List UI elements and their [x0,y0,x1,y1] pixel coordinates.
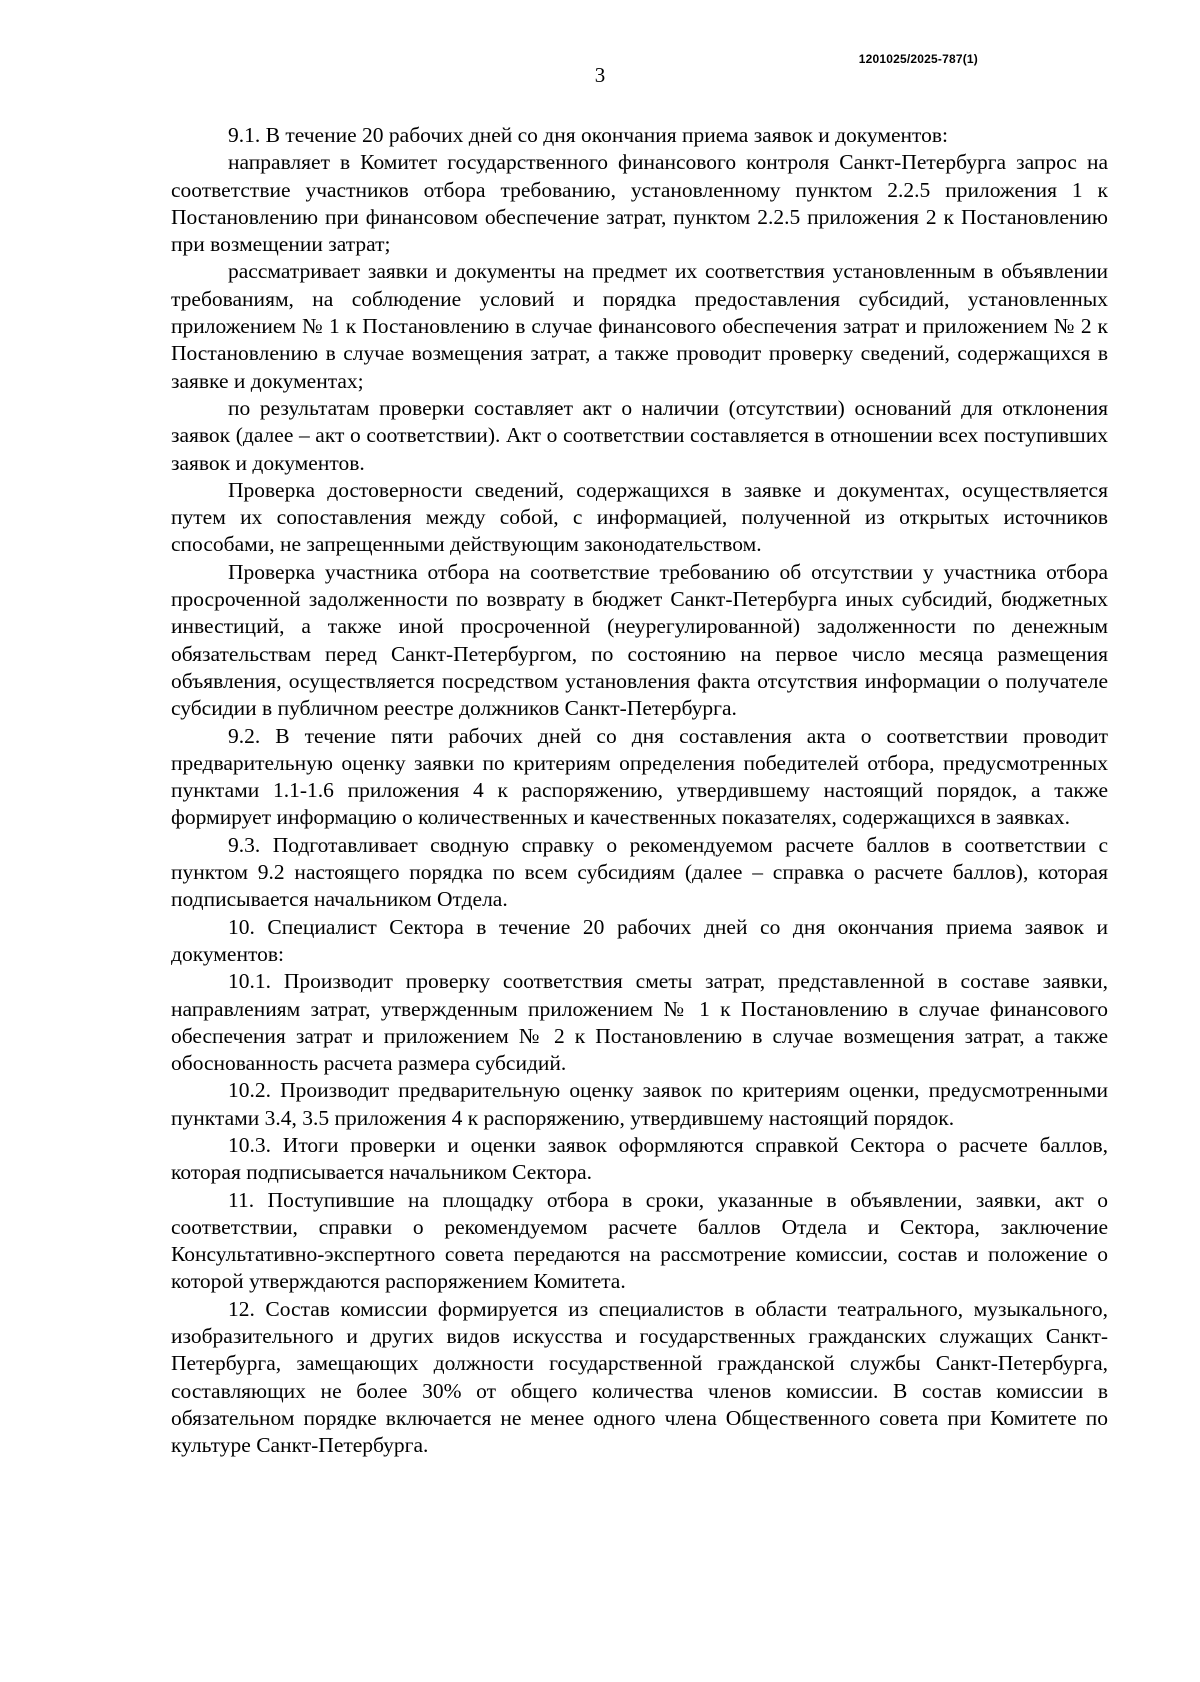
paragraph-request: направляет в Комитет государственного финансового контроля Санкт-Петербурга запрос на соответствие участников отбора требованию, установленному пунктом 2.2.5 приложения 1 к Постановлению при финансовом обеспечение затрат, пунктом 2.2.5 приложения 2 к Постановлению при возмещении затрат; [171,150,1108,257]
paragraph-10-1: 10.1. Производит проверку соответствия сметы затрат, представленной в составе заявки, направлениям затрат, утвержденным приложением № 1 к Постановлению в случае финансового обеспечения затрат и приложением № 2 к Постановлению в случае возмещения затрат, а также обоснованность расчета размера субсидий. [171,969,1108,1076]
paragraph-9-2: 9.2. В течение пяти рабочих дней со дня составления акта о соответствии проводит предварительную оценку заявки по критериям определения победителей отбора, предусмотренных пунктами 1.1-1.6 приложения 4 к распоряжению, утвердившему настоящий порядок, а также формирует информацию о количественных и качественных показателях, содержащихся в заявках. [171,723,1108,830]
paragraph-9-1: 9.1. В течение 20 рабочих дней со дня окончания приема заявок и документов: [228,123,949,147]
paragraph-debt-check: Проверка участника отбора на соответствие требованию об отсутствии у участника отбора просроченной задолженности по возврату в бюджет Санкт-Петербурга иных субсидий, бюджетных инвестиций, а также иной просроченной (неурегулированной) задолженности по денежным обязательствам перед Санкт-Петербургом, по состоянию на первое число месяца размещения объявления, осуществляется посредством установления факта отсутствия информации о получателе субсидии в публичном реестре должников Санкт-Петербурга. [171,559,1108,721]
paragraph-9-3: 9.3. Подготавливает сводную справку о рекомендуемом расчете баллов в соответствии с пунктом 9.2 настоящего порядка по всем субсидиям (далее – справка о расчете баллов), которая подписывается начальником Отдела. [171,832,1108,912]
document-id: 1201025/2025-787(1) [858,52,978,66]
paragraph-11: 11. Поступившие на площадку отбора в сроки, указанные в объявлении, заявки, акт о соответствии, справки о рекомендуемом расчете баллов Отдела и Сектора, заключение Консультативно-экспертного совета передаются на рассмотрение комиссии, состав и положение о которой утверждаются распоряжением Комитета. [171,1187,1108,1294]
paragraph-verification: Проверка достоверности сведений, содержащихся в заявке и документах, осуществляется путем их сопоставления между собой, с информацией, полученной из открытых источников способами, не запрещенными действующим законодательством. [171,477,1108,557]
paragraph-12: 12. Состав комиссии формируется из специалистов в области театрального, музыкального, изобразительного и других видов искусства и государственных гражданских служащих Санкт-Петербурга, замещающих должности государственной гражданской службы Санкт-Петербурга, составляющих не более 30% от общего количества членов комиссии. В состав комиссии в обязательном порядке включается не менее одного члена Общественного совета при Комитете по культуре Санкт-Петербурга. [171,1296,1108,1458]
paragraph-10-2: 10.2. Производит предварительную оценку заявок по критериям оценки, предусмотренными пунктами 3.4, 3.5 приложения 4 к распоряжению, утвердившему настоящий порядок. [171,1078,1108,1130]
paragraph-10-3: 10.3. Итоги проверки и оценки заявок оформляются справкой Сектора о расчете баллов, которая подписывается начальником Сектора. [171,1132,1108,1185]
paragraph-10: 10. Специалист Сектора в течение 20 рабочих дней со дня окончания приема заявок и документов: [171,914,1108,966]
paragraph-act: по результатам проверки составляет акт о наличии (отсутствии) оснований для отклонения заявок (далее – акт о соответствии). Акт о соответствии составляется в отношении всех поступивших заявок и документов. [171,395,1108,475]
paragraph-review: рассматривает заявки и документы на предмет их соответствия установленным в объявлении требованиям, на соблюдение условий и порядка предоставления субсидий, установленных приложением № 1 к Постановлению в случае финансового обеспечения затрат и приложением № 2 к Постановлению в случае возмещения затрат, а также проводит проверку сведений, содержащихся в заявке и документах; [171,259,1108,393]
page-number: 3 [594,63,606,87]
document-body [171,122,1108,1460]
